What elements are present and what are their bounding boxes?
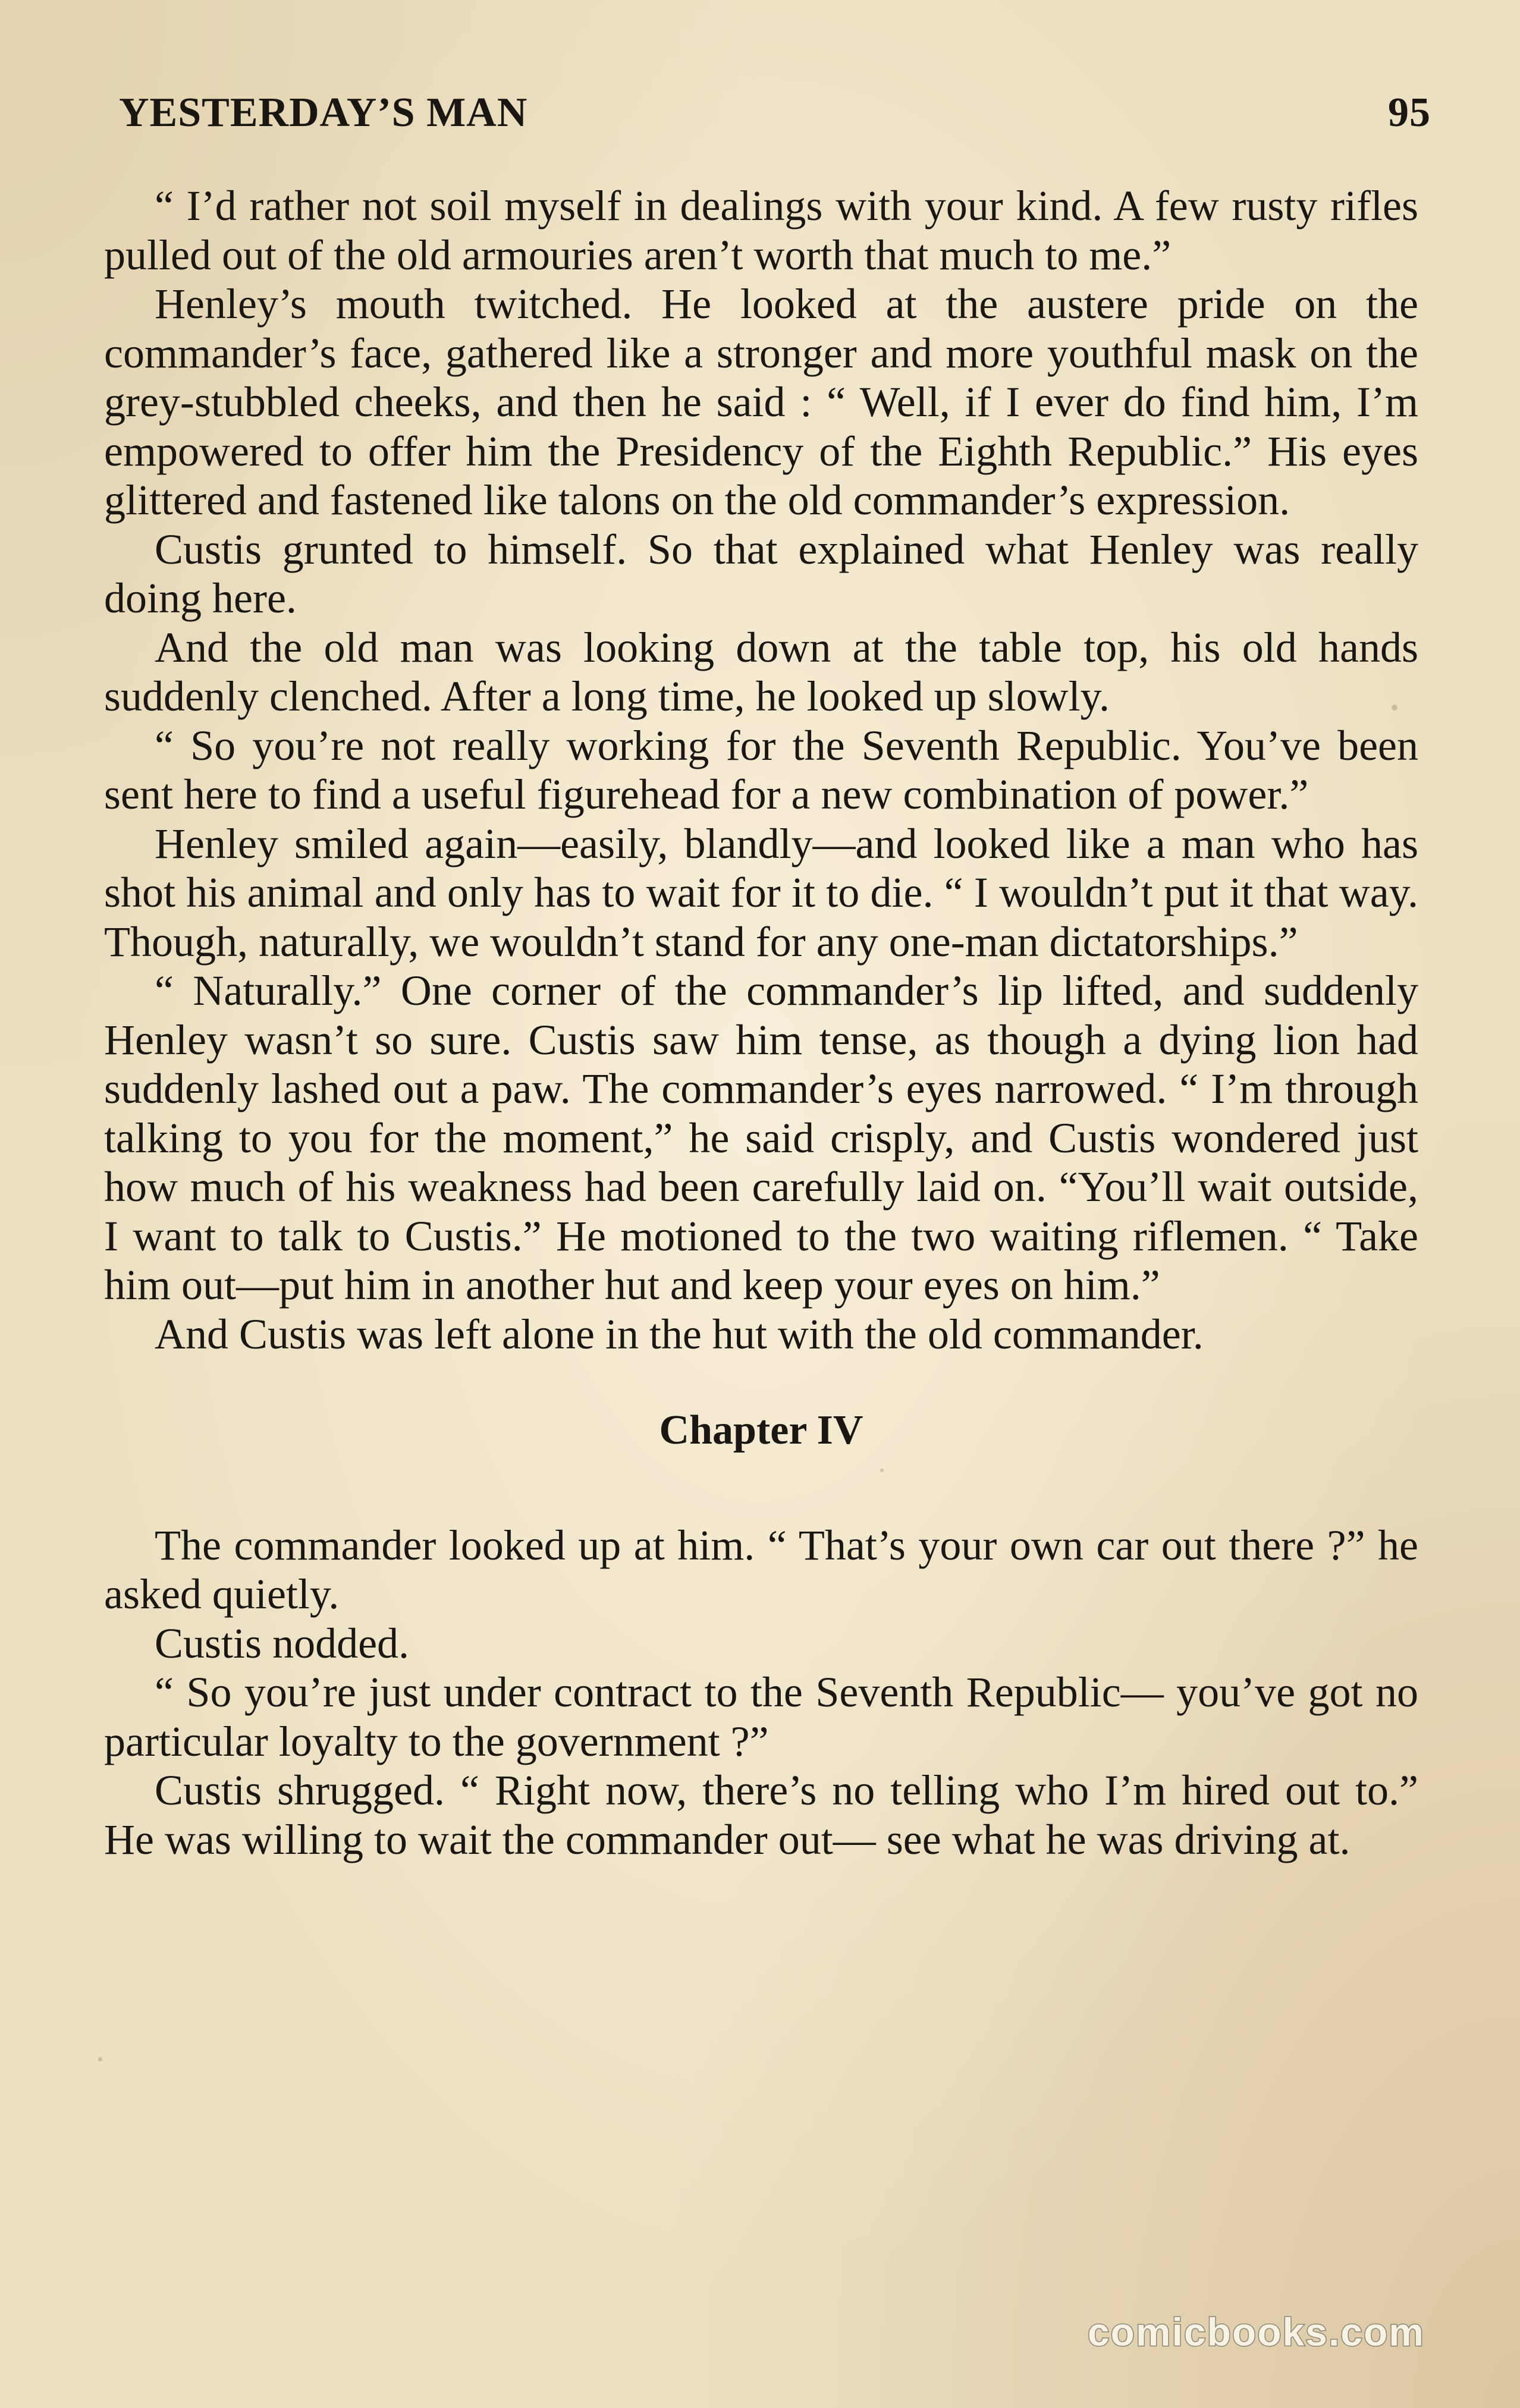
page-number: 95 [1388,90,1431,136]
chapter-heading: Chapter IV [659,1407,863,1453]
paragraph: Henley smiled again—easily, blandly—and looked like a man who has shot his animal and only has to wait for it to die. “ I wouldn’t put it that way. Though, naturally, we wouldn’t stand for any one-man dictatorships.” [104,819,1418,966]
paragraph: Custis shrugged. “ Right now, there’s no telling who I’m hired out to.” He was willing to wait the commander out— see what he was driving at. [104,1766,1418,1863]
paper-speck [1392,705,1397,711]
paragraph: “ I’d rather not soil myself in dealings with your kind. A few rusty rifles pulled out of the old armouries aren’t worth that much to me.” [104,182,1418,279]
paragraph: And the old man was looking down at the table top, his old hands suddenly clenched. After a long time, he looked up slowly. [104,623,1418,720]
running-head [113,89,1431,149]
watermark: comicbooks.com [1087,2310,1425,2354]
running-title: YESTERDAY’S MAN [119,90,528,136]
paragraph: Henley’s mouth twitched. He looked at the austere pride on the commander’s face, gathered like a stronger and more youthful mask on the grey-stubbled cheeks, and then he said : “ Well, if I ever do find him, I’m empowered to offer him the Presidency of the Eighth Republic.” His eyes glittered and fastened like talons on the old commander’s expression. [104,280,1418,524]
paragraph: “ So you’re not really working for the Seventh Republic. You’ve been sent here to find a useful figurehead for a new combination of power.” [104,721,1418,818]
paragraph: Custis nodded. [155,1619,410,1667]
body-text [104,181,1418,1864]
paper-speck [880,1469,884,1472]
paragraph: “ Naturally.” One corner of the commander’s lip lifted, and suddenly Henley wasn’t so sure. Custis saw him tense, as though a dying lion had suddenly lashed out a paw. The commander’s eyes narrowed. “ I’m through talking to you for the moment,” he said crisply, and Custis wondered just how much of his weakness had been carefully laid on. “You’ll wait outside, I want to talk to Custis.” He motioned to the two waiting riflemen. “ Take him out—put him in another hut and keep your eyes on him.” [104,967,1418,1309]
paragraph: “ So you’re just under contract to the Seventh Republic— you’ve got no particular loyalty to the government ?” [104,1668,1418,1765]
paper-speck [98,2057,102,2061]
paragraph: Custis grunted to himself. So that explained what Henley was really doing here. [104,525,1418,622]
paragraph: And Custis was left alone in the hut with the old commander. [155,1310,1204,1358]
paragraph: The commander looked up at him. “ That’s your own car out there ?” he asked quietly. [104,1521,1418,1618]
